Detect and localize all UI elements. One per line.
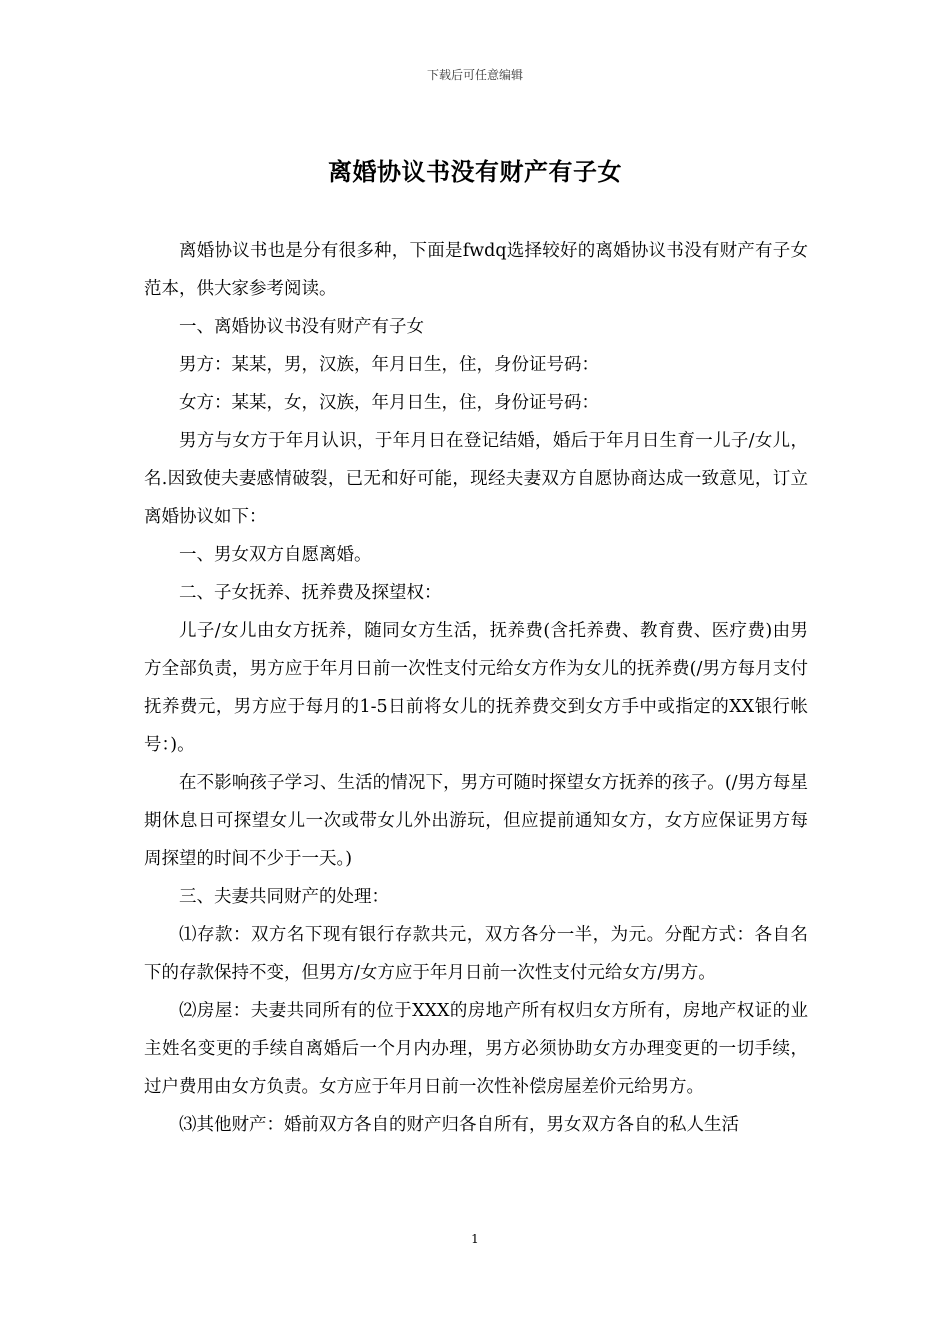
paragraph: ⑴存款：双方名下现有银行存款共元，双方各分一半，为元。分配方式：各自名下的存款保持不变，但男方/女方应于年月日前一次性支付元给女方/男方。 (144, 925, 808, 983)
paragraph: 儿子/女儿由女方抚养，随同女方生活，抚养费(含托养费、教育费、医疗费)由男方全部负责，男方应于年月日前一次性支付元给女方作为女儿的抚养费(/男方每月支付抚养费元，男方应于每月的1-5日前将女儿的抚养费交到女方手中或指定的XX银行帐号：)。 (144, 621, 808, 755)
document-body (144, 232, 808, 1144)
paragraph: ⑶其他财产：婚前双方各自的财产归各自所有，男女双方各自的私人生活 (179, 1115, 739, 1135)
paragraph: 二、子女抚养、抚养费及探望权： (179, 583, 442, 603)
paragraph: 一、离婚协议书没有财产有子女 (179, 317, 424, 337)
paragraph: 一、男女双方自愿离婚。 (179, 545, 372, 565)
paragraph: 离婚协议书也是分有很多种，下面是fwdq选择较好的离婚协议书没有财产有子女范本，供大家参考阅读。 (144, 241, 808, 299)
paragraph: 女方：某某，女，汉族，年月日生，住，身份证号码： (179, 393, 599, 413)
paragraph: 在不影响孩子学习、生活的情况下，男方可随时探望女方抚养的孩子。(/男方每星期休息日可探望女儿一次或带女儿外出游玩，但应提前通知女方，女方应保证男方每周探望的时间不少于一天。) (144, 773, 808, 869)
paragraph: 男方与女方于年月认识，于年月日在登记结婚，婚后于年月日生育一儿子/女儿，名.因致使夫妻感情破裂，已无和好可能，现经夫妻双方自愿协商达成一致意见，订立离婚协议如下： (144, 431, 808, 527)
paragraph: ⑵房屋：夫妻共同所有的位于XXX的房地产所有权归女方所有，房地产权证的业主姓名变更的手续自离婚后一个月内办理，男方必须协助女方办理变更的一切手续，过户费用由女方负责。女方应于年月日前一次性补偿房屋差价元给男方。 (144, 1001, 808, 1097)
paragraph: 男方：某某，男，汉族，年月日生，住，身份证号码： (179, 355, 599, 375)
header-note: 下载后可任意编辑 (426, 68, 523, 82)
document-title: 离婚协议书没有财产有子女 (328, 157, 622, 186)
paragraph: 三、夫妻共同财产的处理： (179, 887, 389, 907)
page-number: 1 (471, 1232, 479, 1246)
